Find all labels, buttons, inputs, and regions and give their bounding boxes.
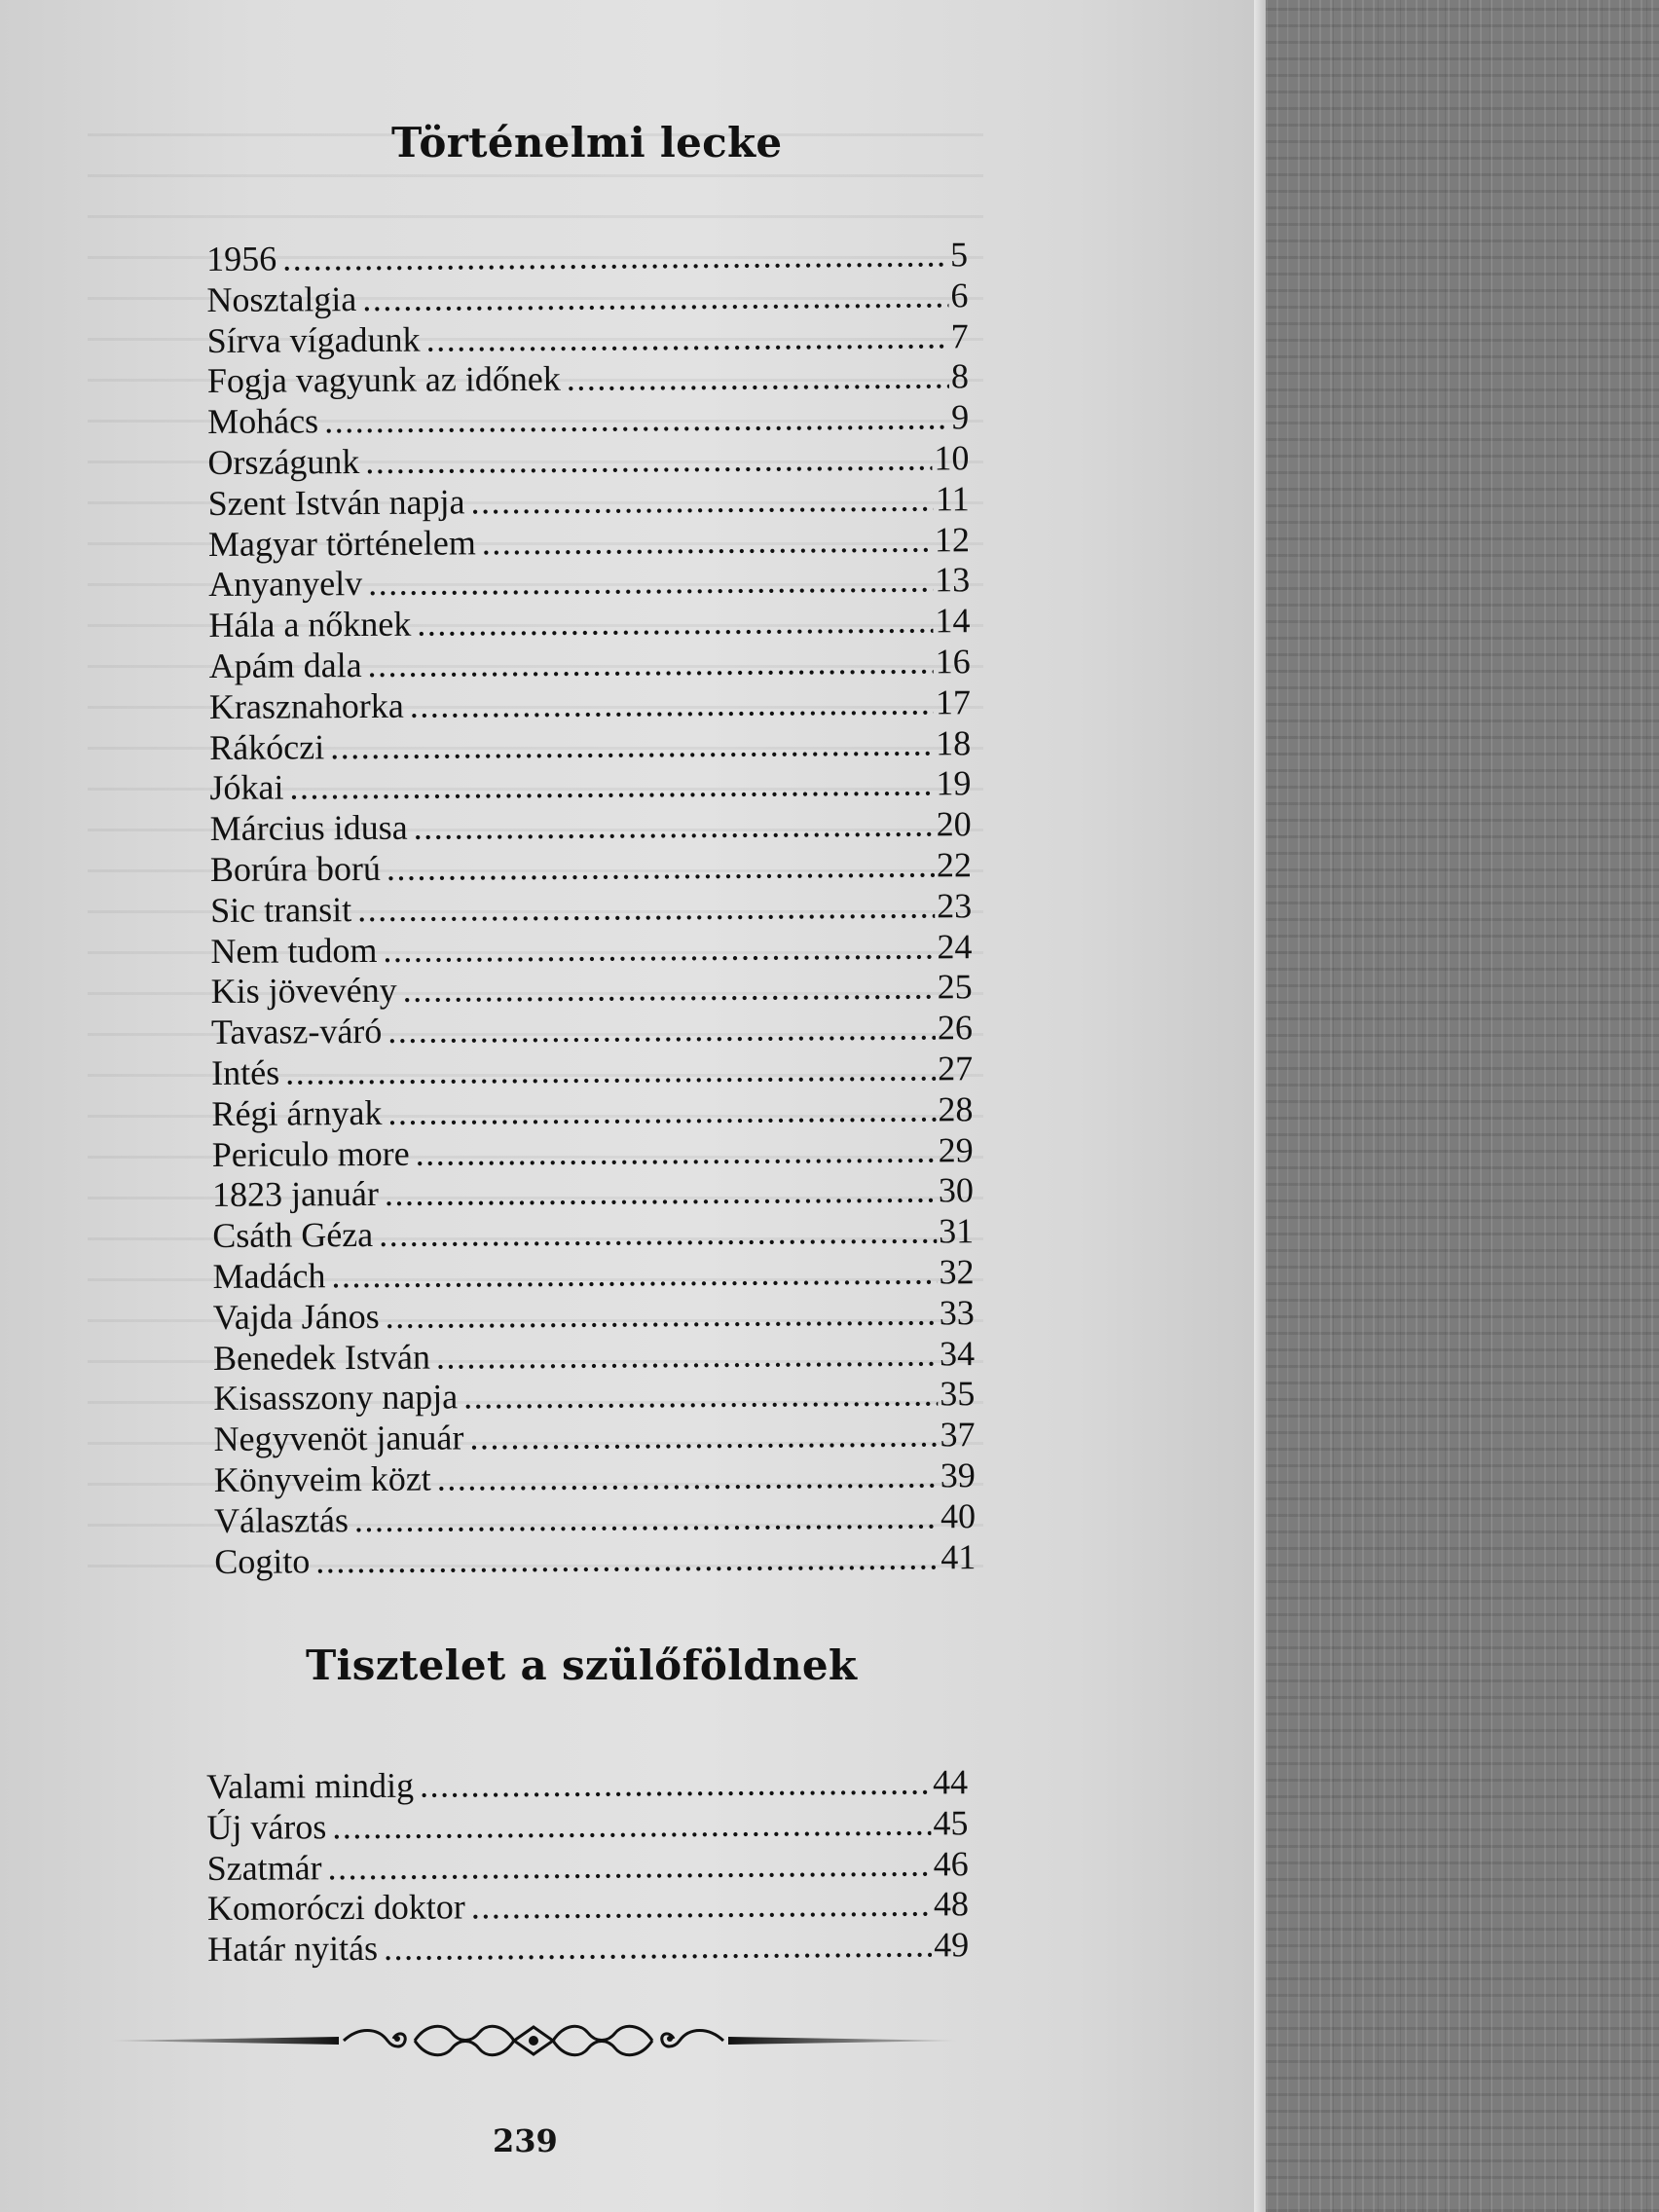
toc-entry-page-number: 11 [935, 478, 970, 519]
toc-entry-page-number: 13 [935, 560, 971, 600]
toc-entry-title: Vajda János [212, 1296, 380, 1337]
toc-entry-page-number: 12 [934, 519, 971, 560]
toc-entry-page-number: 23 [937, 885, 973, 926]
toc-entry [213, 1334, 975, 1380]
toc-entry-title: Könyveim közt [213, 1458, 431, 1499]
dot-leader [368, 561, 933, 605]
toc-list-tisztelet-a-szulofoldnek [206, 1762, 969, 1971]
dot-leader [324, 398, 949, 443]
toc-entry [210, 804, 972, 850]
toc-entry [206, 276, 968, 321]
toc-entry [213, 1415, 975, 1460]
toc-entry-title: Régi árnyak [211, 1092, 383, 1133]
toc-entry [210, 886, 972, 932]
toc-entry [211, 1049, 973, 1094]
toc-entry [209, 723, 971, 769]
dot-leader [357, 886, 935, 930]
toc-entry [206, 1762, 968, 1808]
toc-entry [211, 1008, 973, 1053]
toc-entry-page-number: 10 [934, 438, 970, 478]
dot-leader [330, 723, 934, 768]
toc-entry-page-number: 14 [935, 601, 971, 641]
toc-entry-page-number: 16 [935, 642, 971, 682]
dot-leader [282, 235, 948, 279]
dot-leader [403, 968, 936, 1012]
dot-leader [285, 1049, 936, 1093]
toc-entry-title: Határ nyitás [207, 1929, 379, 1970]
toc-entry-title: Országunk [207, 442, 360, 482]
toc-entry [209, 642, 971, 687]
toc-entry [206, 1803, 968, 1849]
toc-entry-page-number: 27 [938, 1049, 974, 1088]
toc-entry-page-number: 24 [937, 926, 973, 966]
toc-entry-page-number: 31 [939, 1211, 975, 1251]
toc-entry [207, 316, 969, 362]
dot-leader [417, 602, 933, 645]
toc-entry-title: Intés [211, 1052, 280, 1092]
dot-leader [416, 1130, 937, 1174]
decorative-divider-icon [105, 2013, 962, 2068]
toc-entry-page-number: 18 [936, 722, 972, 762]
toc-entry [207, 357, 969, 403]
toc-entry-page-number: 44 [932, 1762, 969, 1802]
toc-entry-page-number: 49 [934, 1925, 970, 1965]
dot-leader [425, 316, 948, 360]
toc-entry [213, 1375, 975, 1420]
toc-entry-title: Madách [212, 1256, 326, 1296]
dot-leader [469, 1416, 938, 1459]
toc-entry-title: Tavasz-váró [210, 1012, 383, 1052]
toc-entry [212, 1252, 974, 1298]
dot-leader [386, 1293, 938, 1337]
toc-entry [211, 968, 973, 1014]
dot-leader [414, 805, 935, 849]
toc-entry-title: Nem tudom [210, 930, 378, 971]
toc-entry-title: Csáth Géza [212, 1215, 374, 1256]
toc-entry-page-number: 22 [936, 845, 973, 885]
toc-entry-page-number: 33 [939, 1292, 975, 1333]
toc-entry-page-number: 46 [933, 1843, 969, 1884]
toc-entry-page-number: 32 [939, 1252, 975, 1292]
dot-leader [420, 1762, 931, 1806]
toc-entry-page-number: 34 [939, 1333, 976, 1373]
dot-leader [482, 520, 933, 564]
toc-entry [214, 1537, 976, 1583]
toc-entry [210, 845, 972, 891]
toc-entry-page-number: 8 [950, 356, 969, 396]
dot-leader [387, 1089, 936, 1133]
dot-leader [384, 1926, 932, 1970]
toc-entry-title: 1823 január [211, 1174, 380, 1215]
toc-entry-title: Sírva vígadunk [206, 319, 421, 360]
toc-entry [208, 601, 970, 646]
toc-entry-page-number: 9 [951, 397, 970, 437]
toc-entry [214, 1496, 976, 1542]
toc-entry-page-number: 37 [940, 1415, 976, 1455]
toc-entry [213, 1293, 975, 1339]
toc-entry-title: Rákóczi [209, 726, 325, 767]
toc-entry-page-number: 26 [937, 1008, 974, 1048]
toc-entry-page-number: 20 [936, 804, 972, 844]
toc-entry-title: Szatmár [206, 1847, 322, 1888]
toc-entry-title: Komoróczi doktor [206, 1887, 465, 1929]
toc-entry-title: Szent István napja [207, 482, 465, 523]
toc-entry [212, 1171, 974, 1217]
toc-entry-page-number: 40 [940, 1495, 977, 1536]
toc-entry-page-number: 45 [933, 1803, 969, 1843]
dot-leader [379, 1212, 937, 1256]
background-surface [1266, 0, 1659, 2212]
toc-entry-title: Anyanyelv [208, 564, 363, 605]
toc-entry [207, 438, 969, 484]
toc-entry-title: Jókai [209, 767, 284, 808]
toc-entry-page-number: 29 [938, 1129, 974, 1169]
toc-entry-page-number: 19 [936, 763, 972, 803]
toc-entry-title: Hála a nőknek [208, 604, 412, 645]
toc-entry-page-number: 41 [940, 1536, 977, 1576]
toc-entry-page-number: 30 [938, 1170, 975, 1210]
toc-entry-title: 1956 [206, 239, 277, 278]
toc-entry [206, 235, 968, 280]
toc-entry [209, 682, 971, 728]
toc-entry-page-number: 39 [940, 1456, 976, 1495]
toc-entry-title: Fogja vagyunk az időnek [206, 359, 561, 401]
toc-entry-page-number: 17 [935, 682, 972, 722]
dot-leader [463, 1375, 938, 1419]
toc-entry [210, 927, 972, 973]
toc-entry [207, 1885, 969, 1931]
toc-entry-title: Kis jövevény [210, 971, 397, 1012]
dot-leader [471, 1885, 932, 1929]
toc-entry [209, 764, 971, 810]
toc-entry-title: Borúra ború [209, 848, 382, 889]
toc-entry [207, 397, 969, 443]
dot-leader [387, 845, 935, 889]
dot-leader [470, 479, 934, 523]
toc-entry [212, 1130, 974, 1176]
toc-entry-title: Új város [206, 1807, 327, 1847]
toc-entry-page-number: 28 [938, 1088, 974, 1129]
toc-entry-title: Magyar történelem [207, 522, 476, 564]
dot-leader [383, 927, 935, 971]
toc-entry [208, 479, 970, 525]
toc-entry [208, 520, 970, 566]
toc-entry-title: Periculo more [211, 1133, 410, 1174]
dot-leader [436, 1334, 938, 1378]
toc-entry [207, 1844, 969, 1890]
dot-leader [567, 357, 949, 400]
toc-entry-title: Március idusa [209, 807, 408, 849]
toc-entry-title: Valami mindig [206, 1765, 415, 1806]
toc-entry-page-number: 25 [937, 967, 973, 1007]
toc-entry [208, 561, 970, 607]
toc-entry-title: Krasznahorka [208, 685, 404, 726]
dot-leader [410, 682, 934, 726]
dot-leader [315, 1537, 939, 1582]
toc-entry-page-number: 35 [940, 1374, 976, 1414]
toc-entry-title: Cogito [214, 1540, 311, 1581]
toc-entry-title: Apám dala [208, 645, 362, 685]
dot-leader [289, 764, 934, 809]
dot-leader [331, 1252, 937, 1297]
dot-leader [362, 276, 948, 319]
toc-entry-title: Negyvenöt január [213, 1418, 464, 1459]
dot-leader [387, 1009, 936, 1052]
toc-entry-title: Mohács [207, 401, 319, 442]
toc-entry [212, 1211, 974, 1257]
toc-entry-title: Sic transit [210, 889, 352, 930]
toc-entry-title: Benedek István [212, 1337, 431, 1378]
dot-leader [327, 1844, 931, 1889]
toc-entry-page-number: 6 [950, 276, 969, 315]
dot-leader [332, 1803, 931, 1848]
toc-entry-title: Kisasszony napja [213, 1377, 459, 1419]
dot-leader [367, 642, 933, 685]
dot-leader [354, 1496, 939, 1540]
section-title-tortenelmi-lecke: Történelmi lecke [391, 119, 783, 166]
toc-entry [207, 1925, 969, 1971]
toc-list-tortenelmi-lecke [206, 235, 976, 1582]
toc-entry-title: Nosztalgia [206, 278, 357, 319]
section-title-tisztelet-a-szulofoldnek: Tisztelet a szülőföldnek [306, 1641, 858, 1689]
toc-entry-title: Választás [213, 1499, 350, 1540]
toc-entry [214, 1456, 976, 1501]
dot-leader [365, 438, 932, 482]
toc-entry-page-number: 7 [950, 315, 969, 355]
dot-leader [385, 1171, 937, 1215]
dot-leader [437, 1456, 939, 1499]
toc-entry-page-number: 5 [949, 235, 969, 275]
page-number: 239 [493, 2122, 558, 2159]
toc-entry [211, 1089, 973, 1135]
toc-entry-page-number: 48 [933, 1884, 969, 1924]
